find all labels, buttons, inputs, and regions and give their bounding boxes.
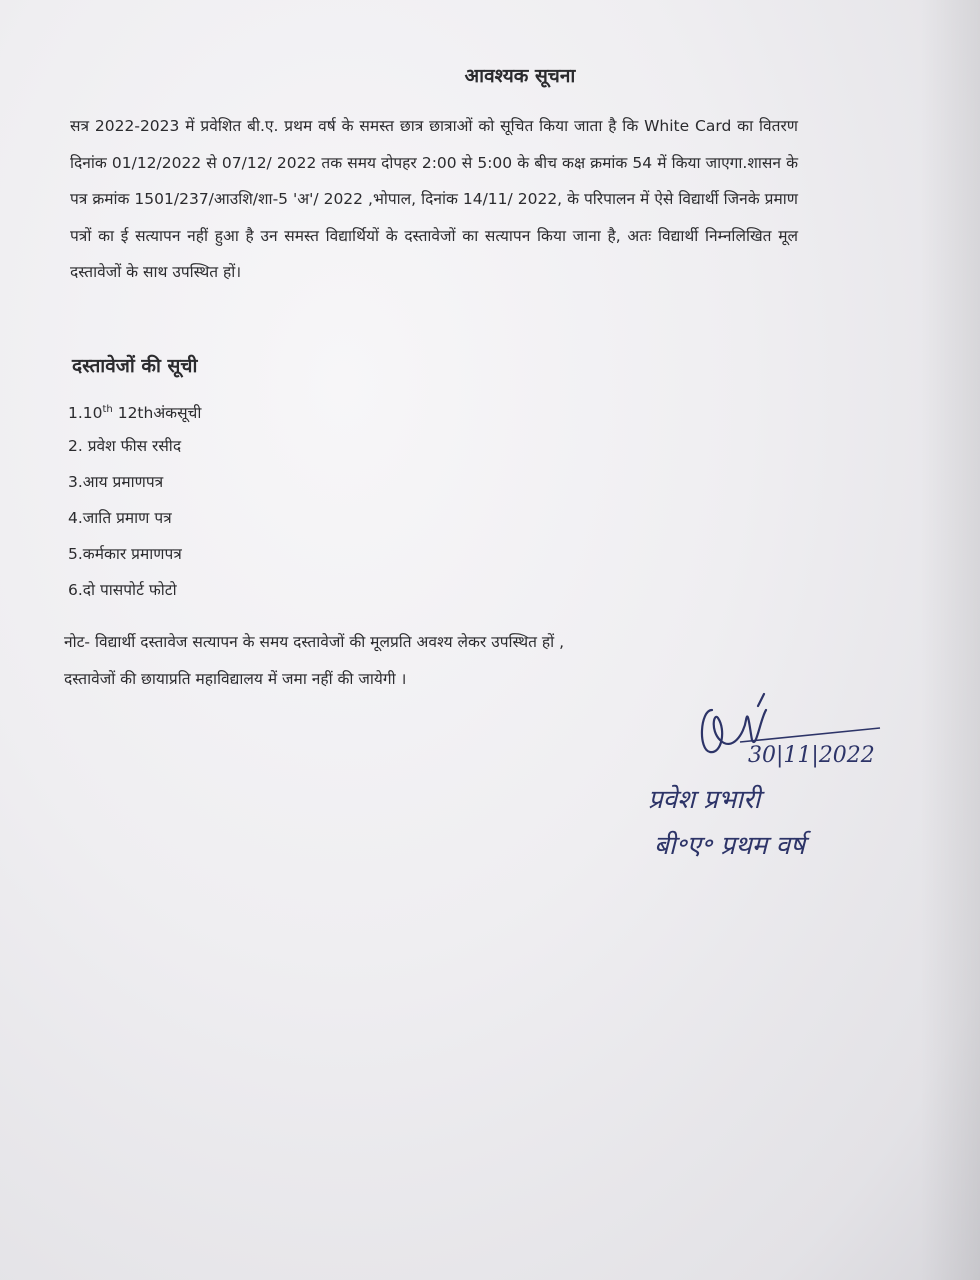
list-item <box>68 500 201 536</box>
document-list <box>68 392 201 608</box>
signature-underline <box>740 728 880 742</box>
list-item <box>68 536 201 572</box>
list-item-text: 6.दो पासपोर्ट फोटो <box>68 581 177 599</box>
signature-date: 30|11|2022 <box>748 743 875 768</box>
list-item-text: 5.कर्मकार प्रमाणपत्र <box>68 545 182 563</box>
paper-shadow <box>920 0 980 1280</box>
list-item-text: 1.10 <box>68 404 103 423</box>
list-item-text: 4.जाति प्रमाण पत्र <box>68 509 172 527</box>
list-item-text: 3.आय प्रमाणपत्र <box>68 473 164 491</box>
note-line-1: नोट- विद्यार्थी दस्तावेज सत्यापन के समय दस्तावेजों की मूलप्रति अवश्य लेकर उपस्थित हों , <box>64 633 565 651</box>
note-line-2: दस्तावेजों की छायाप्रति महाविद्यालय में जमा नहीं की जायेगी । <box>64 670 407 688</box>
list-item <box>68 392 201 428</box>
signature-drawing <box>640 690 900 870</box>
list-item <box>68 464 201 500</box>
list-item-text: 2. प्रवेश फीस रसीद <box>68 437 182 455</box>
handwritten-signature <box>640 690 900 870</box>
signature-line-2: बी॰ए॰ प्रथम वर्ष <box>654 831 806 861</box>
list-item <box>68 572 201 608</box>
signature-line-1: प्रवेश प्रभारी <box>648 785 761 815</box>
notice-body: सत्र 2022-2023 में प्रवेशित बी.ए. प्रथम वर्ष के समस्त छात्र छात्राओं को सूचित किया जाता है कि White Card का वितरण दिनांक 01/12/2022 से 07/12/ 2022 तक समय दोपहर 2:00 से 5:00 के बीच कक्ष क्रमांक 54 में किया जाएगा.शासन के पत्र क्रमांक 1501/237/आउशि/शा-5 'अ'/ 2022 ,भोपाल, दिनांक 14/11/ 2022, के परिपालन में ऐसे विद्यार्थी जिनके प्रमाण पत्रों का ई सत्यापन नहीं हुआ है उन समस्त विद्यार्थियों के दस्तावेजों का सत्यापन किया जाना है, अतः विद्यार्थी निम्नलिखित मूल दस्तावेजों के साथ उपस्थित हों। <box>70 117 798 281</box>
note-text <box>64 624 804 698</box>
document-list-heading: दस्तावेजों की सूची <box>72 355 198 377</box>
list-item-sup: th <box>102 404 113 415</box>
list-item-rest: 12thअंकसूची <box>112 404 202 423</box>
list-item <box>68 428 201 464</box>
notice-title: आवश्यक सूचना <box>464 65 576 87</box>
